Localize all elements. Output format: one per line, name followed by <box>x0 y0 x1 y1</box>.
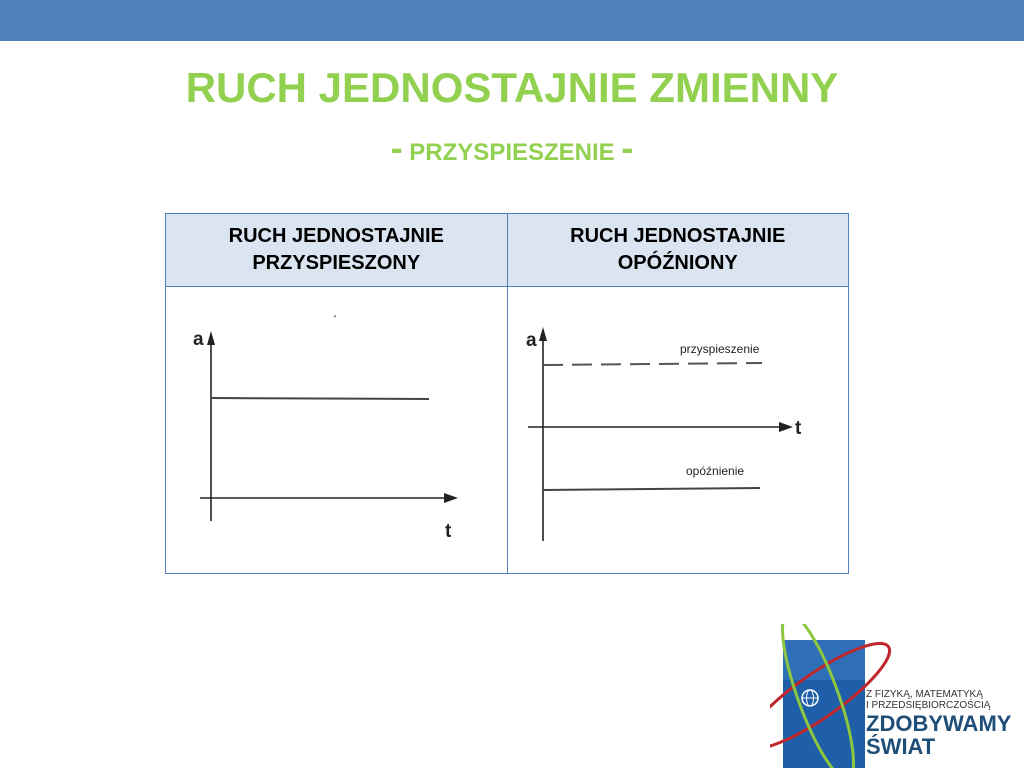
y-axis-arrow <box>207 331 215 345</box>
header-decelerated <box>507 214 849 287</box>
logo-line4: ŚWIAT <box>866 734 936 759</box>
subtitle-text: PRZYSPIESZENIE <box>409 139 615 166</box>
logo-line2: I PRZEDSIĘBIORCZOŚCIĄ <box>866 700 991 711</box>
slide-title: RUCH JEDNOSTAJNIE ZMIENNY <box>185 64 839 111</box>
x-axis-arrow <box>444 493 458 503</box>
header-decelerated-line2: OPÓŹNIONY <box>617 252 738 274</box>
acceleration-label: przyspieszenie <box>679 342 759 356</box>
header-accelerated-line2: PRZYSPIESZONY <box>252 252 421 274</box>
y-axis-arrow <box>539 327 547 341</box>
y-axis-label: a <box>525 330 537 351</box>
project-logo <box>770 624 1024 768</box>
acceleration-dashed-line <box>543 363 762 365</box>
header-accelerated <box>166 214 508 287</box>
subtitle-dash-left: - <box>390 127 403 168</box>
header-decelerated-line1: RUCH JEDNOSTAJNIE <box>570 225 786 247</box>
x-axis-arrow <box>779 422 793 432</box>
slide-subtitle <box>0 128 1024 173</box>
logo-line3: ZDOBYWAMY <box>866 711 1012 736</box>
x-axis-label: t <box>794 418 801 439</box>
header-accelerated-line1: RUCH JEDNOSTAJNIE <box>228 225 444 247</box>
top-accent-bar <box>0 0 1024 41</box>
x-axis-label: t <box>445 521 452 542</box>
logo-line1: Z FIZYKĄ, MATEMATYKĄ <box>866 689 983 700</box>
table-header-row <box>166 214 849 287</box>
comparison-table <box>165 213 849 574</box>
cell-graph-accelerated <box>166 287 508 574</box>
subtitle-dash-right: - <box>621 127 634 168</box>
deceleration-line <box>543 488 760 490</box>
deceleration-label: opóźnienie <box>685 464 744 478</box>
graph-accelerated <box>166 287 506 573</box>
table-graph-row <box>166 287 849 574</box>
graph-decelerated <box>508 287 848 573</box>
stray-dot: . <box>333 304 337 320</box>
cell-graph-decelerated <box>507 287 849 574</box>
acceleration-line <box>211 398 429 399</box>
y-axis-label: a <box>193 329 204 350</box>
